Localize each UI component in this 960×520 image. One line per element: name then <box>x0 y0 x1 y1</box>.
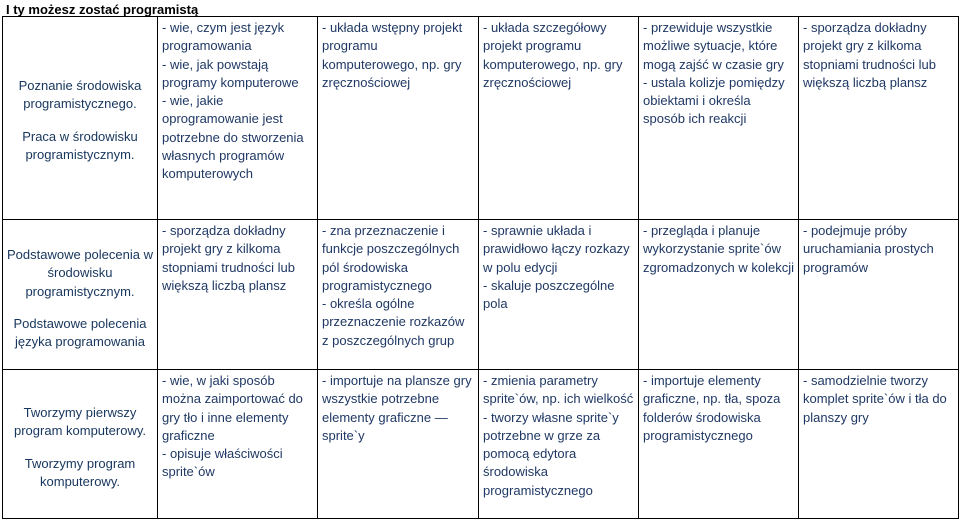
content-cell <box>479 17 639 220</box>
content-cell <box>799 370 959 519</box>
cell-text: - sprawnie układa i prawidłowo łączy rozkazy w polu edycji <box>483 223 630 275</box>
topic-cell <box>3 370 158 519</box>
content-cell <box>479 370 639 519</box>
cell-text: - układa wstępny projekt programu komputerowego, np. gry zręcznościowej <box>322 20 463 90</box>
table-row <box>3 370 959 519</box>
requirements-table <box>2 16 959 519</box>
content-cell <box>318 370 479 519</box>
content-cell <box>639 220 799 370</box>
cell-text: - wie, czym jest język programowania <box>162 20 285 54</box>
cell-text: - tworzy własne sprite`y potrzebne w grze za pomocą edytora środowiska programistycznego <box>483 409 619 498</box>
content-cell <box>158 370 318 519</box>
topic-text: Praca w środowisku programistycznym. <box>22 128 138 162</box>
cell-text: - ustala kolizje pomiędzy obiektami i określa sposób ich reakcji <box>643 74 785 127</box>
content-cell <box>639 17 799 220</box>
topic-cell <box>3 17 158 220</box>
content-cell <box>158 220 318 370</box>
cell-text: - skaluje poszczególne pola <box>483 277 615 312</box>
cell-text: - zna przeznaczenie i funkcje poszczególnych pól środowiska programistycznego <box>322 223 460 293</box>
content-cell <box>639 370 799 519</box>
content-cell <box>318 220 479 370</box>
cell-text: - określa ogólne przeznaczenie rozkazów z poszczególnych grup <box>322 296 465 348</box>
cell-text: - importuje na plansze gry wszystkie potrzebne elementy graficzne — sprite`y <box>322 373 472 443</box>
topic-text: Tworzymy program komputerowy. <box>24 455 136 489</box>
topic-text: Podstawowe polecenia w środowisku programistycznym. <box>7 247 153 299</box>
content-cell <box>479 220 639 370</box>
content-cell <box>158 17 318 220</box>
cell-text: - samodzielnie tworzy komplet sprite`ów i tła do planszy gry <box>803 373 947 425</box>
cell-text: - przewiduje wszystkie możliwe sytuacje, które mogą zajść w czasie gry <box>643 20 784 72</box>
content-cell <box>799 17 959 220</box>
cell-text: - importuje elementy graficzne, np. tła, spoza folderów środowiska programistycznego <box>643 373 781 443</box>
cell-text: - przegląda i planuje wykorzystanie sprite`ów zgromadzonych w kolekcji <box>643 223 795 275</box>
topic-cell <box>3 220 158 370</box>
cell-text: - wie, jakie oprogramowanie jest potrzebne do stworzenia własnych programów komputerowych <box>162 93 304 182</box>
topic-text: Podstawowe polecenia języka programowania <box>13 315 147 350</box>
cell-text: - sporządza dokładny projekt gry z kilkoma stopniami trudności lub większą liczbą plansz <box>803 20 936 90</box>
cell-text: - opisuje właściwości sprite`ów <box>162 446 283 480</box>
topic-text: Poznanie środowiska programistycznego. <box>18 78 142 112</box>
table-row <box>3 220 959 370</box>
cell-text: - zmienia parametry sprite`ów, np. ich wielkość <box>483 373 634 407</box>
cell-text: - wie, jak powstają programy komputerowe <box>162 56 299 90</box>
cell-text: - podejmuje próby uruchamiania prostych programów <box>803 223 934 275</box>
content-cell <box>799 220 959 370</box>
topic-text: Tworzymy pierwszy program komputerowy. <box>14 405 146 439</box>
content-cell <box>318 17 479 220</box>
cell-text: - sporządza dokładny projekt gry z kilkoma stopniami trudności lub większą liczbą plansz <box>162 223 295 293</box>
cell-text: - układa szczegółowy projekt programu komputerowego, np. gry zręcznościowej <box>483 20 623 90</box>
cell-text: - wie, w jaki sposób można zaimportować do gry tło i inne elementy graficzne <box>162 373 303 443</box>
document-title: I ty możesz zostać programistą <box>6 2 199 17</box>
table-row <box>3 17 959 220</box>
